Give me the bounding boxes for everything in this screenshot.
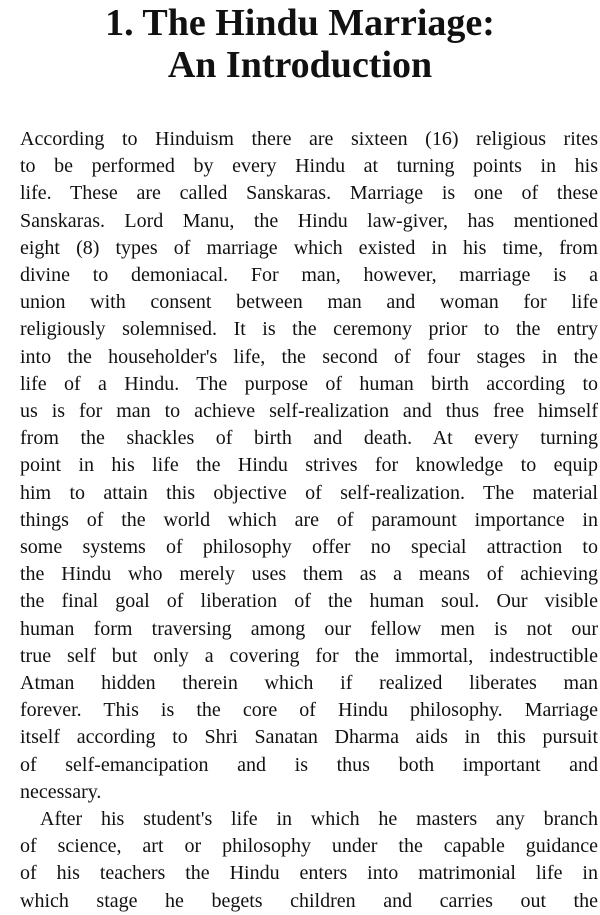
text-line: true self but only a covering for the immortal, indestructible: [20, 644, 598, 667]
text-line: union with consent between man and woman for life: [20, 291, 598, 314]
text-line: the Hindu who merely uses them as a means of achieving: [20, 563, 598, 586]
chapter-title-line-2: An Introduction: [167, 44, 433, 86]
text-line: us is for man to achieve self-realization and thus free himself: [20, 400, 598, 423]
text-line: to be performed by every Hindu at turning points in his: [20, 155, 598, 178]
paragraph-2: [20, 806, 598, 915]
chapter-heading: [0, 2, 600, 86]
text-line: itself according to Shri Sanatan Dharma aids in this pursuit: [20, 726, 598, 749]
text-line: eight (8) types of marriage which existed in his time, from: [20, 236, 598, 259]
text-line: necessary.: [20, 780, 102, 803]
text-line: life of a Hindu. The purpose of human birth according to: [20, 372, 598, 395]
text-line: which stage he begets children and carries out the: [20, 889, 598, 912]
text-line: human form traversing among our fellow men is not our: [20, 617, 598, 640]
chapter-title-line-1: 1. The Hindu Marriage:: [105, 2, 495, 44]
text-line: forever. This is the core of Hindu philosophy. Marriage: [20, 699, 598, 722]
text-line: Atman hidden therein which if realized liberates man: [20, 672, 598, 695]
text-line: According to Hinduism there are sixteen (16) religious rites: [20, 128, 598, 150]
text-line: divine to demoniacal. For man, however, marriage is a: [20, 264, 598, 287]
text-line: some systems of philosophy offer no special attraction to: [20, 536, 598, 559]
text-line: of self-emancipation and is thus both important and: [20, 753, 598, 776]
text-line: into the householder's life, the second of four stages in the: [20, 345, 598, 368]
paragraph-1: [20, 126, 598, 806]
text-line: from the shackles of birth and death. At every turning: [20, 427, 598, 450]
text-line: life. These are called Sanskaras. Marriage is one of these: [20, 182, 598, 205]
text-line: of his teachers the Hindu enters into matrimonial life in: [20, 862, 598, 885]
text-line: religiously solemnised. It is the ceremony prior to the entry: [20, 318, 598, 341]
text-line: of science, art or philosophy under the capable guidance: [20, 835, 598, 858]
text-line: things of the world which are of paramount importance in: [20, 508, 598, 531]
text-line: the final goal of liberation of the human soul. Our visible: [20, 590, 598, 613]
text-line: Sanskaras. Lord Manu, the Hindu law-giver, has mentioned: [20, 209, 598, 232]
text-line: After his student's life in which he masters any branch: [40, 808, 598, 831]
text-line: point in his life the Hindu strives for knowledge to equip: [20, 454, 598, 477]
body-text: [20, 126, 598, 915]
text-line: him to attain this objective of self-realization. The material: [20, 481, 598, 504]
